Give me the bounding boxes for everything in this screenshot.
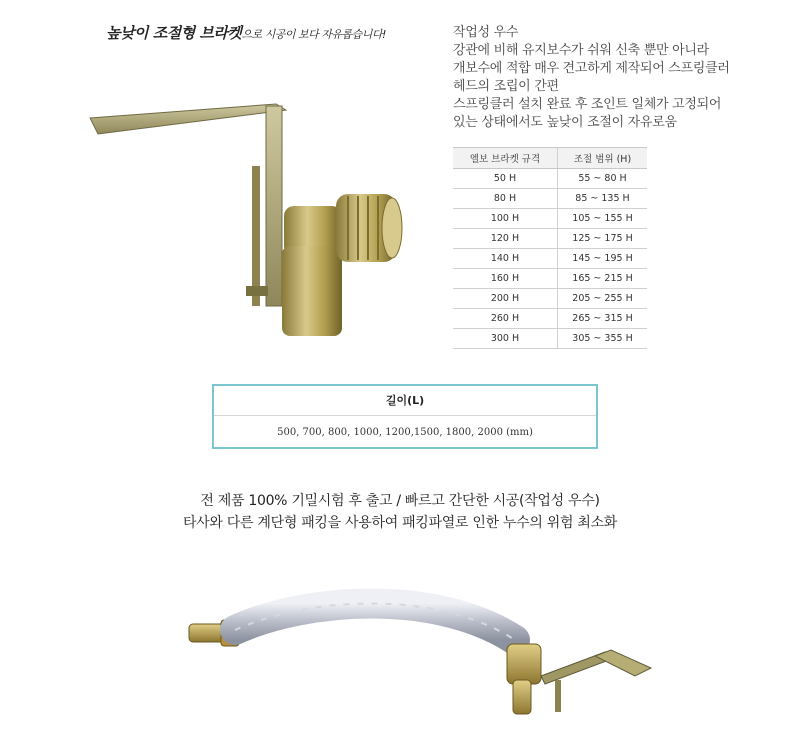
length-box: [212, 384, 598, 449]
desc-line: 헤드의 조립이 간편: [453, 79, 559, 94]
packing-statement: 타사와 다른 계단형 패킹을 사용하여 패킹파열로 인한 누수의 위험 최소화: [182, 515, 618, 531]
table-row: [453, 249, 647, 269]
spec-header: 조절 범위 (H): [558, 148, 648, 169]
elbow-bracket-image: [86, 96, 406, 346]
flexible-hose-image: [185, 580, 655, 740]
desc-line: 강관에 비해 유지보수가 쉬워 신축 뿐만 아니라: [453, 43, 709, 58]
headline: [106, 22, 386, 43]
spec-range: 205 ~ 255 H: [558, 289, 648, 309]
table-row: [453, 269, 647, 289]
quality-statement: 전 제품 100% 기밀시험 후 출고 / 빠르고 간단한 시공(작업성 우수): [200, 493, 600, 509]
spec-range: 125 ~ 175 H: [558, 229, 648, 249]
table-row: [453, 229, 647, 249]
spec-size: 140 H: [453, 249, 558, 269]
feature-description: [453, 24, 783, 132]
desc-line: 스프링클러 설치 완료 후 조인트 일체가 고정되어: [453, 97, 722, 112]
length-values: 500, 700, 800, 1000, 1200,1500, 1800, 2000 (mm): [277, 427, 533, 438]
spec-size: 50 H: [453, 169, 558, 189]
spec-range: 305 ~ 355 H: [558, 329, 648, 349]
headline-main: 높낮이 조절형 브라켓: [106, 24, 242, 42]
spec-range: 85 ~ 135 H: [558, 189, 648, 209]
spec-range: 165 ~ 215 H: [558, 269, 648, 289]
spec-range: 105 ~ 155 H: [558, 209, 648, 229]
spec-size: 200 H: [453, 289, 558, 309]
spec-range: 145 ~ 195 H: [558, 249, 648, 269]
spec-size: 80 H: [453, 189, 558, 209]
spec-header-row: [453, 148, 647, 169]
spec-size: 120 H: [453, 229, 558, 249]
desc-line: 개보수에 적합 매우 견고하게 제작되어 스프링클러: [453, 61, 730, 76]
spec-range: 265 ~ 315 H: [558, 309, 648, 329]
table-row: [453, 209, 647, 229]
table-row: [453, 189, 647, 209]
spec-table: [453, 147, 647, 349]
length-title: 길이(L): [214, 386, 596, 416]
table-row: [453, 169, 647, 189]
spec-header: 엘보 브라켓 규격: [453, 148, 558, 169]
desc-line: 작업성 우수: [453, 25, 519, 40]
spec-range: 55 ~ 80 H: [558, 169, 648, 189]
spec-size: 160 H: [453, 269, 558, 289]
table-row: [453, 329, 647, 349]
spec-size: 300 H: [453, 329, 558, 349]
spec-size: 100 H: [453, 209, 558, 229]
table-row: [453, 289, 647, 309]
headline-sub: 으로 시공이 보다 자유롭습니다!: [241, 28, 386, 41]
table-row: [453, 309, 647, 329]
spec-size: 260 H: [453, 309, 558, 329]
desc-line: 있는 상태에서도 높낮이 조절이 자유로움: [453, 115, 677, 130]
